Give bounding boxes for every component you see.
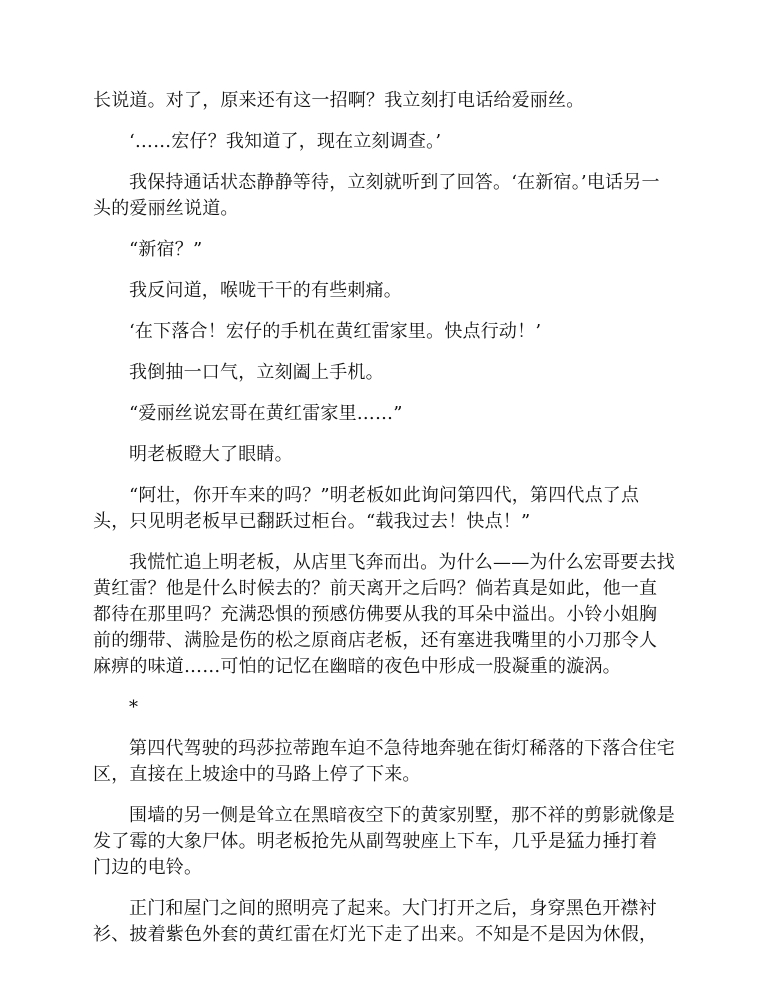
paragraph-continuation: 长说道。对了，原来还有这一招啊？我立刻打电话给爱丽丝。 xyxy=(93,90,585,111)
paragraph-maserati: 第四代驾驶的玛莎拉蒂跑车迫不急待地奔驰在街灯稀落的下落合住宅区，直接在上坡途中的马路上停了下来。 xyxy=(93,738,675,785)
paragraph-shimoochiai: ‘在下落合！宏仔的手机在黄红雷家里。快点行动！’ xyxy=(129,321,542,342)
paragraph-boss-eyes: 明老板瞪大了眼睛。 xyxy=(129,444,293,465)
paragraph-phone-alice-reply: ‘……宏仔？我知道了，现在立刻调查。’ xyxy=(129,131,442,152)
paragraph-door-opens: 正门和屋门之间的照明亮了起来。大门打开之后，身穿黑色开襟衬衫、披着紫色外套的黄红雷在灯光下走了出来。不知是不是因为休假， xyxy=(93,898,658,945)
body-text xyxy=(93,88,675,963)
paragraph-chase: 我慌忙追上明老板，从店里飞奔而出。为什么——为什么宏哥要去找黄红雷？他是什么时候去的？前天离开之后吗？倘若真是如此，他一直都待在那里吗？充满恐惧的预感仿佛要从我的耳朵中溢出。小铃小姐胸前的绷带、满脸是伤的松之原商店老板，还有塞进我嘴里的小刀那令人麻痹的味道……可怕的记忆在幽暗的夜色中形成一股凝重的漩涡。 xyxy=(93,552,675,677)
paragraph-drive-question: “阿壮，你开车来的吗？”明老板如此询问第四代，第四代点了点头，只见明老板早已翻跃过柜台。“载我过去！快点！” xyxy=(93,485,640,532)
paragraph-throat: 我反问道，喉咙干干的有些刺痛。 xyxy=(129,280,402,301)
paragraph-alice-says: “爱丽丝说宏哥在黄红雷家里……” xyxy=(129,403,403,424)
paragraph-villa: 围墙的另一侧是耸立在黑暗夜空下的黄家别墅，那不祥的剪影就像是发了霉的大象尸体。明老板抢先从副驾驶座上下车，几乎是猛力捶打着门边的电铃。 xyxy=(93,805,675,878)
section-separator: * xyxy=(129,697,139,718)
paragraph-shinjuku-question: “新宿？” xyxy=(129,239,203,260)
paragraph-close-phone: 我倒抽一口气，立刻阖上手机。 xyxy=(129,362,384,383)
paragraph-waiting-answer: 我保持通话状态静静等待，立刻就听到了回答。‘在新宿。’电话另一头的爱丽丝说道。 xyxy=(93,172,660,219)
